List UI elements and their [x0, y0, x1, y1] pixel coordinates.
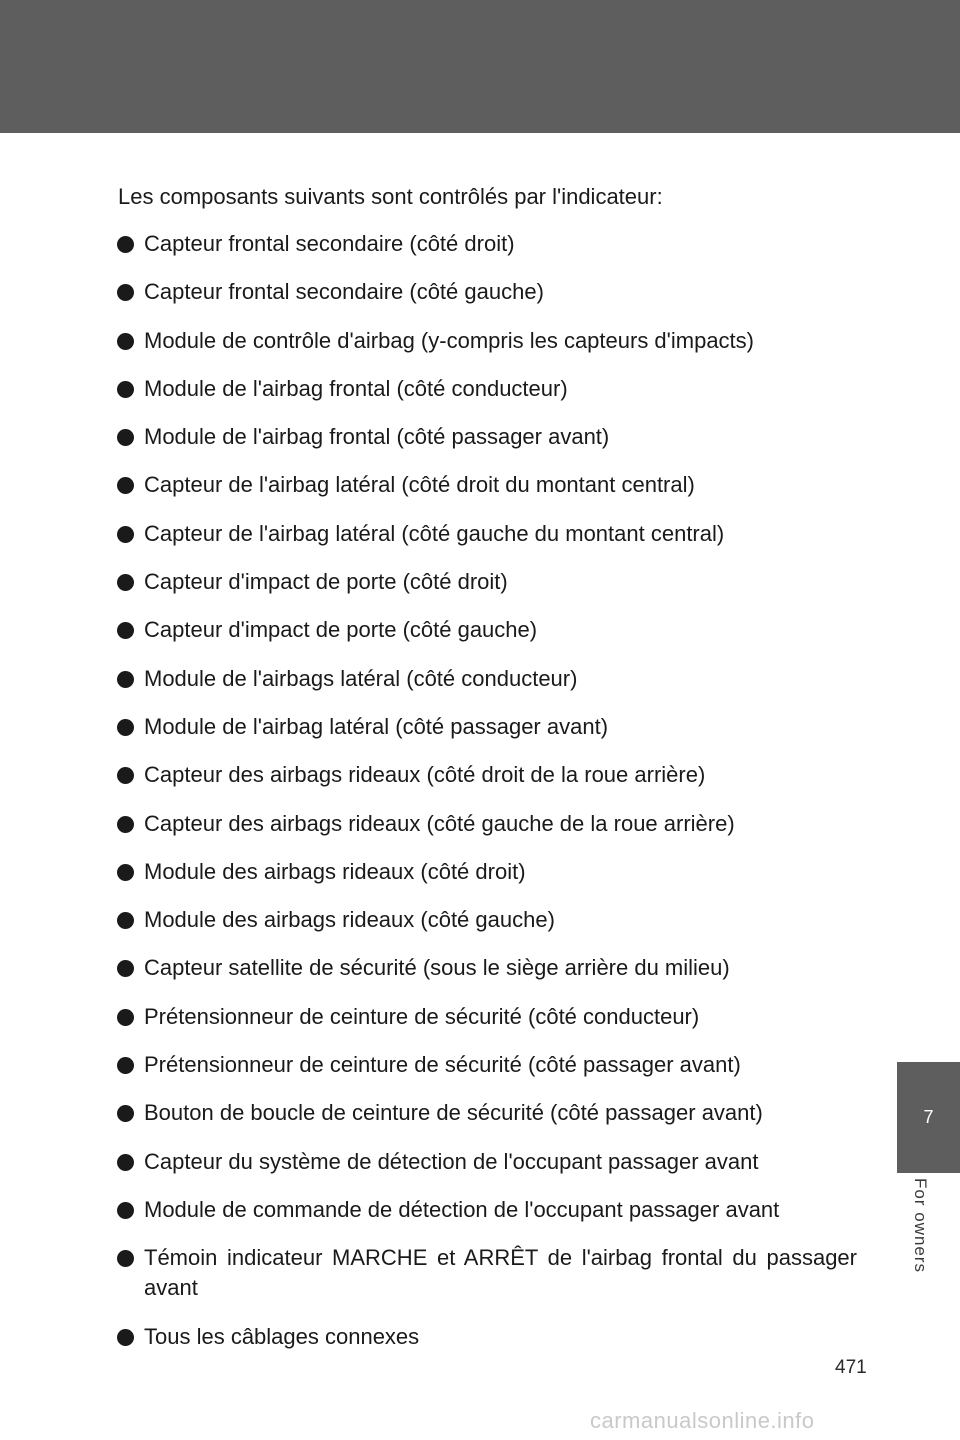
list-item: Capteur frontal secondaire (côté gauche) [117, 277, 857, 307]
list-item: Module de commande de détection de l'occupant passager avant [117, 1195, 857, 1225]
chapter-label-text: For owners [911, 1178, 930, 1274]
bullet-icon [117, 1154, 134, 1171]
bullet-icon [117, 526, 134, 543]
bullet-icon [117, 767, 134, 784]
chapter-label [900, 1178, 940, 1298]
bullet-icon [117, 236, 134, 253]
list-item: Module de l'airbags latéral (côté conducteur) [117, 664, 857, 694]
list-item: Capteur d'impact de porte (côté droit) [117, 567, 857, 597]
bullet-icon [117, 622, 134, 639]
bullet-icon [117, 1329, 134, 1346]
list-item: Capteur du système de détection de l'occupant passager avant [117, 1147, 857, 1177]
watermark: carmanualsonline.info [590, 1408, 815, 1433]
bullet-icon [117, 1105, 134, 1122]
bullet-icon [117, 429, 134, 446]
list-item: Capteur de l'airbag latéral (côté droit du montant central) [117, 470, 857, 500]
bullet-icon [117, 671, 134, 688]
top-banner [0, 0, 960, 133]
bullet-icon [117, 1250, 134, 1267]
bullet-icon [117, 574, 134, 591]
list-item: Module de contrôle d'airbag (y-compris les capteurs d'impacts) [117, 326, 857, 356]
list-item: Bouton de boucle de ceinture de sécurité (côté passager avant) [117, 1098, 857, 1128]
chapter-number: 7 [923, 1107, 934, 1127]
list-item: Module des airbags rideaux (côté gauche) [117, 905, 857, 935]
list-item: Capteur d'impact de porte (côté gauche) [117, 615, 857, 645]
bullet-icon [117, 284, 134, 301]
bullet-icon [117, 816, 134, 833]
bullet-icon [117, 1202, 134, 1219]
list-item: Module de l'airbag frontal (côté passager avant) [117, 422, 857, 452]
bullet-icon [117, 960, 134, 977]
bullet-icon [117, 477, 134, 494]
chapter-tab [897, 1062, 960, 1173]
bullet-icon [117, 864, 134, 881]
component-list [117, 229, 857, 1352]
list-item: Module de l'airbag latéral (côté passager avant) [117, 712, 857, 742]
list-item: Capteur des airbags rideaux (côté droit de la roue arrière) [117, 760, 857, 790]
intro-text: Les composants suivants sont contrôlés par l'indicateur: [118, 184, 663, 209]
list-item: Capteur des airbags rideaux (côté gauche de la roue arrière) [117, 809, 857, 839]
list-item: Capteur de l'airbag latéral (côté gauche du montant central) [117, 519, 857, 549]
list-item: Témoin indicateur MARCHE et ARRÊT de l'airbag frontal du passager avant [117, 1243, 857, 1303]
list-item: Capteur frontal secondaire (côté droit) [117, 229, 857, 259]
bullet-icon [117, 333, 134, 350]
page-number: 471 [835, 1357, 867, 1378]
bullet-icon [117, 381, 134, 398]
bullet-icon [117, 1057, 134, 1074]
list-item: Tous les câblages connexes [117, 1322, 857, 1352]
list-item: Prétensionneur de ceinture de sécurité (côté passager avant) [117, 1050, 857, 1080]
bullet-icon [117, 912, 134, 929]
list-item: Module des airbags rideaux (côté droit) [117, 857, 857, 887]
list-item: Capteur satellite de sécurité (sous le siège arrière du milieu) [117, 953, 857, 983]
bullet-icon [117, 1009, 134, 1026]
list-item: Prétensionneur de ceinture de sécurité (côté conducteur) [117, 1002, 857, 1032]
list-item: Module de l'airbag frontal (côté conducteur) [117, 374, 857, 404]
bullet-icon [117, 719, 134, 736]
